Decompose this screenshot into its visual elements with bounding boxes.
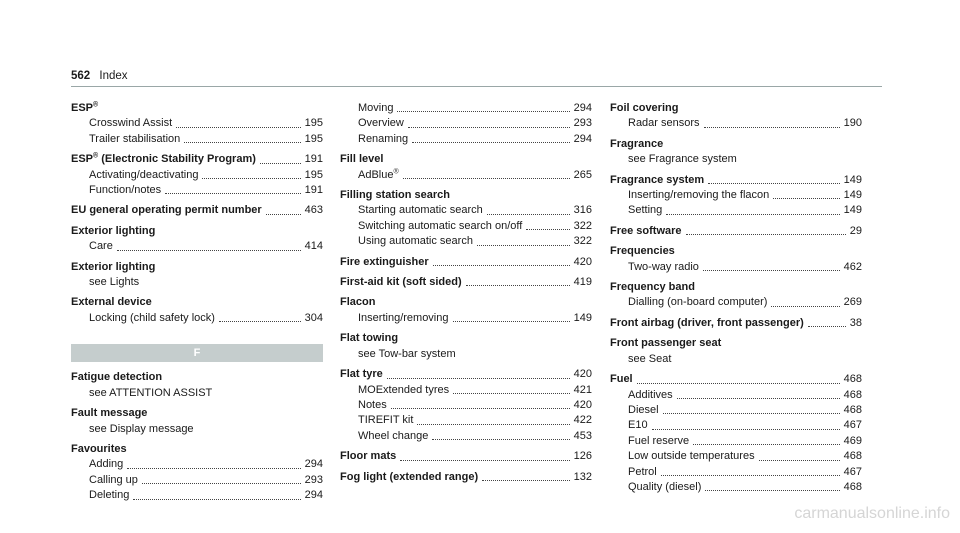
index-subentry bbox=[71, 275, 323, 290]
index-entry bbox=[71, 203, 323, 218]
entry-text bbox=[610, 316, 804, 331]
index-entry bbox=[71, 295, 323, 310]
entry-label: see ATTENTION ASSIST bbox=[89, 386, 213, 399]
page-reference: 462 bbox=[843, 260, 862, 273]
page-reference: 38 bbox=[849, 316, 862, 329]
entry-text bbox=[610, 352, 671, 367]
entry-label: Fill level bbox=[340, 153, 384, 166]
index-column-3 bbox=[610, 101, 862, 495]
entry-label: Radar sensors bbox=[628, 117, 700, 130]
entry-text bbox=[340, 331, 398, 346]
leader-dots bbox=[433, 255, 570, 266]
entry-text bbox=[610, 260, 699, 275]
entry-text bbox=[340, 295, 375, 310]
entry-label: Starting automatic search bbox=[358, 204, 483, 217]
entry-label: Wheel change bbox=[358, 429, 429, 442]
entry-text bbox=[71, 488, 129, 503]
page-reference: 420 bbox=[573, 255, 592, 268]
page-reference: 294 bbox=[573, 132, 592, 145]
entry-text bbox=[71, 457, 123, 472]
entry-text bbox=[71, 101, 98, 116]
entry-label: Care bbox=[89, 240, 113, 253]
entry-text bbox=[610, 280, 695, 295]
index-subentry bbox=[610, 465, 862, 480]
index-subentry bbox=[340, 203, 592, 218]
entry-text bbox=[610, 465, 657, 480]
entry-label: Flat tyre bbox=[340, 368, 383, 381]
registered-mark: ® bbox=[93, 152, 99, 160]
leader-dots bbox=[127, 457, 300, 468]
index-subentry bbox=[71, 116, 323, 131]
index-subentry bbox=[610, 260, 862, 275]
entry-label: Fog light (extended range) bbox=[340, 470, 479, 483]
index-entry bbox=[71, 442, 323, 457]
entry-label: see Tow-bar system bbox=[358, 347, 456, 360]
page-reference: 468 bbox=[843, 373, 862, 386]
entry-label: Free software bbox=[610, 224, 682, 237]
entry-text bbox=[71, 275, 139, 290]
entry-text bbox=[71, 116, 172, 131]
index-subentry bbox=[340, 398, 592, 413]
entry-label: Calling up bbox=[89, 473, 138, 486]
entry-text bbox=[71, 224, 155, 239]
entry-label: TIREFIT kit bbox=[358, 414, 414, 427]
entry-text bbox=[340, 449, 396, 464]
entry-text bbox=[340, 168, 399, 183]
entry-text bbox=[340, 311, 449, 326]
index-subentry bbox=[340, 132, 592, 147]
index-entry bbox=[610, 280, 862, 295]
leader-dots bbox=[677, 388, 840, 399]
leader-dots bbox=[666, 203, 839, 214]
entry-text bbox=[610, 101, 678, 116]
entry-label: MOExtended tyres bbox=[358, 383, 450, 396]
page-reference: 453 bbox=[573, 429, 592, 442]
page-reference: 195 bbox=[304, 168, 323, 181]
leader-dots bbox=[808, 316, 846, 327]
index-subentry bbox=[610, 295, 862, 310]
leader-dots bbox=[417, 413, 569, 424]
page-reference: 269 bbox=[843, 296, 862, 309]
entry-label: Renaming bbox=[358, 132, 409, 145]
index-column-1 bbox=[71, 101, 323, 504]
entry-text bbox=[71, 183, 161, 198]
entry-text bbox=[610, 418, 648, 433]
entry-text bbox=[340, 470, 478, 485]
leader-dots bbox=[453, 383, 570, 394]
entry-text bbox=[340, 219, 522, 234]
entry-text bbox=[71, 422, 194, 437]
leader-dots bbox=[759, 449, 840, 460]
page-reference: 469 bbox=[843, 434, 862, 447]
index-subentry bbox=[71, 239, 323, 254]
leader-dots bbox=[686, 224, 846, 235]
page-reference: 29 bbox=[849, 224, 862, 237]
leader-dots bbox=[663, 403, 840, 414]
leader-dots bbox=[771, 295, 839, 306]
entry-text bbox=[610, 480, 701, 495]
page-reference: 191 bbox=[304, 153, 323, 166]
entry-text bbox=[71, 473, 138, 488]
index-entry bbox=[340, 367, 592, 382]
entry-label: Inserting/removing bbox=[358, 311, 449, 324]
page-title: Index bbox=[99, 70, 128, 82]
page-reference: 463 bbox=[304, 204, 323, 217]
index-subentry bbox=[340, 168, 592, 183]
leader-dots bbox=[703, 260, 840, 271]
index-entry bbox=[610, 336, 862, 351]
entry-label: Locking (child safety lock) bbox=[89, 311, 215, 324]
index-entry bbox=[610, 372, 862, 387]
section-header: F bbox=[71, 344, 323, 362]
page-reference: 293 bbox=[573, 117, 592, 130]
index-subentry bbox=[340, 311, 592, 326]
page-reference: 195 bbox=[304, 117, 323, 130]
entry-label: ESP bbox=[71, 153, 94, 166]
index-entry bbox=[340, 255, 592, 270]
page-reference: 149 bbox=[843, 204, 862, 217]
entry-label: see Seat bbox=[628, 352, 672, 365]
entry-text bbox=[71, 370, 162, 385]
entry-label: Fatigue detection bbox=[71, 371, 163, 384]
index-column-2 bbox=[340, 101, 592, 485]
entry-text bbox=[340, 429, 428, 444]
entry-label: Fragrance system bbox=[610, 173, 705, 186]
entry-label: Setting bbox=[628, 204, 663, 217]
entry-label: Overview bbox=[358, 117, 404, 130]
entry-label: Fire extinguisher bbox=[340, 255, 429, 268]
entry-text bbox=[340, 413, 413, 428]
entry-text bbox=[610, 173, 704, 188]
registered-mark: ® bbox=[93, 101, 99, 109]
entry-label: see Display message bbox=[89, 422, 194, 435]
leader-dots bbox=[176, 116, 301, 127]
index-subentry bbox=[610, 418, 862, 433]
leader-dots bbox=[453, 311, 570, 322]
entry-text bbox=[610, 152, 737, 167]
entry-label: Moving bbox=[358, 102, 394, 114]
index-subentry bbox=[71, 473, 323, 488]
entry-text bbox=[610, 203, 662, 218]
leader-dots bbox=[637, 372, 840, 383]
entry-text bbox=[71, 260, 155, 275]
leader-dots bbox=[708, 173, 839, 184]
page-reference: 132 bbox=[573, 470, 592, 483]
entry-label: Front airbag (driver, front passenger) bbox=[610, 316, 804, 329]
leader-dots bbox=[391, 398, 570, 409]
index-entry bbox=[71, 224, 323, 239]
leader-dots bbox=[133, 488, 300, 499]
leader-dots bbox=[477, 234, 570, 245]
entry-text bbox=[71, 239, 113, 254]
index-subentry bbox=[340, 347, 592, 362]
entry-text bbox=[610, 388, 673, 403]
page-reference: 468 bbox=[843, 450, 862, 463]
leader-dots bbox=[487, 203, 570, 214]
index-subentry bbox=[71, 488, 323, 503]
page-reference: 195 bbox=[304, 132, 323, 145]
index-subentry bbox=[71, 311, 323, 326]
index-subentry bbox=[340, 429, 592, 444]
entry-label: Fuel bbox=[610, 373, 633, 386]
entry-label: EU general operating permit number bbox=[71, 204, 262, 217]
page-reference: 468 bbox=[843, 403, 862, 416]
entry-text bbox=[340, 255, 429, 270]
index-subentry bbox=[610, 388, 862, 403]
entry-text bbox=[340, 116, 404, 131]
entry-text bbox=[71, 132, 180, 147]
page-reference: 468 bbox=[843, 480, 862, 493]
entry-text bbox=[71, 311, 215, 326]
entry-label: Fragrance bbox=[610, 137, 664, 150]
index-subentry bbox=[610, 449, 862, 464]
entry-label: Filling station search bbox=[340, 189, 451, 202]
entry-label: Frequency band bbox=[610, 281, 695, 294]
entry-text bbox=[610, 244, 675, 259]
index-subentry bbox=[340, 413, 592, 428]
index-entry bbox=[71, 152, 323, 167]
entry-text bbox=[610, 224, 682, 239]
leader-dots bbox=[482, 470, 570, 481]
page-reference: 149 bbox=[573, 311, 592, 324]
index-subentry bbox=[610, 403, 862, 418]
page-reference: 294 bbox=[304, 489, 323, 502]
leader-dots bbox=[526, 219, 569, 230]
entry-label: Flacon bbox=[340, 296, 376, 309]
watermark-logo: carmanualsonline.info bbox=[794, 505, 950, 522]
leader-dots bbox=[387, 367, 570, 378]
index-entry bbox=[340, 275, 592, 290]
page-reference: 468 bbox=[843, 388, 862, 401]
page-reference: 265 bbox=[573, 168, 592, 181]
entry-label-suffix: (Electronic Stability Program) bbox=[98, 153, 256, 166]
index-entry bbox=[71, 406, 323, 421]
page-reference: 467 bbox=[843, 419, 862, 432]
index-entry bbox=[340, 152, 592, 167]
entry-text bbox=[71, 295, 152, 310]
entry-label: ESP bbox=[71, 102, 94, 114]
entry-label: Adding bbox=[89, 458, 124, 471]
entry-label: Trailer stabilisation bbox=[89, 132, 181, 145]
leader-dots bbox=[202, 168, 300, 179]
page-reference: 149 bbox=[843, 173, 862, 186]
entry-text bbox=[71, 442, 127, 457]
index-subentry bbox=[610, 434, 862, 449]
page-reference: 322 bbox=[573, 219, 592, 232]
page-reference: 316 bbox=[573, 204, 592, 217]
entry-label: Using automatic search bbox=[358, 235, 473, 248]
entry-label: Activating/deactivating bbox=[89, 168, 199, 181]
entry-text bbox=[340, 234, 473, 249]
page-reference: 419 bbox=[573, 276, 592, 289]
page-reference: 421 bbox=[573, 383, 592, 396]
entry-label: Exterior lighting bbox=[71, 260, 156, 273]
entry-label: Crosswind Assist bbox=[89, 117, 173, 130]
index-entry bbox=[610, 224, 862, 239]
page-reference: 322 bbox=[573, 235, 592, 248]
entry-label: Function/notes bbox=[89, 184, 162, 197]
page-reference: 191 bbox=[304, 184, 323, 197]
entry-text bbox=[71, 152, 256, 167]
index-entry bbox=[340, 188, 592, 203]
entry-text bbox=[71, 386, 212, 401]
index-subentry bbox=[610, 188, 862, 203]
index-entry bbox=[340, 449, 592, 464]
entry-label: Dialling (on-board computer) bbox=[628, 296, 768, 309]
leader-dots bbox=[661, 465, 840, 476]
entry-label: see Fragrance system bbox=[628, 153, 737, 166]
entry-label: see Lights bbox=[89, 276, 140, 289]
page-reference: 467 bbox=[843, 465, 862, 478]
page-reference: 190 bbox=[843, 117, 862, 130]
index-entry bbox=[610, 316, 862, 331]
index-entry bbox=[340, 295, 592, 310]
index-subentry bbox=[71, 386, 323, 401]
leader-dots bbox=[403, 168, 570, 179]
entry-label: Inserting/removing the flacon bbox=[628, 189, 770, 202]
leader-dots bbox=[219, 311, 301, 322]
entry-text bbox=[340, 383, 449, 398]
index-entry bbox=[610, 173, 862, 188]
index-entry bbox=[71, 101, 323, 116]
entry-label: Front passenger seat bbox=[610, 337, 722, 350]
index-subentry bbox=[71, 183, 323, 198]
index-subentry bbox=[340, 234, 592, 249]
entry-text bbox=[71, 203, 262, 218]
entry-label: Flat towing bbox=[340, 332, 399, 345]
index-subentry bbox=[610, 352, 862, 367]
entry-text bbox=[610, 336, 721, 351]
page-reference: 414 bbox=[304, 240, 323, 253]
entry-label: Favourites bbox=[71, 442, 127, 455]
page-reference: 293 bbox=[304, 473, 323, 486]
entry-label: Fault message bbox=[71, 407, 148, 420]
entry-label: Notes bbox=[358, 398, 387, 411]
entry-label: Frequencies bbox=[610, 245, 675, 258]
leader-dots bbox=[704, 116, 840, 127]
index-subentry bbox=[340, 116, 592, 131]
index-subentry bbox=[610, 480, 862, 495]
entry-label: Additives bbox=[628, 388, 673, 401]
entry-label: Two-way radio bbox=[628, 260, 699, 273]
index-entry bbox=[610, 101, 862, 116]
leader-dots bbox=[184, 132, 300, 143]
leader-dots bbox=[266, 203, 301, 214]
entry-text bbox=[340, 101, 393, 116]
page-reference: 149 bbox=[843, 189, 862, 202]
index-subentry bbox=[71, 132, 323, 147]
leader-dots bbox=[652, 418, 840, 429]
index-subentry bbox=[610, 152, 862, 167]
leader-dots bbox=[400, 449, 569, 460]
page-reference: 420 bbox=[573, 398, 592, 411]
leader-dots bbox=[466, 275, 570, 286]
index-entry bbox=[71, 370, 323, 385]
index-subentry bbox=[340, 219, 592, 234]
entry-text bbox=[340, 347, 456, 362]
index-subentry bbox=[610, 116, 862, 131]
entry-label: Petrol bbox=[628, 465, 657, 478]
entry-text bbox=[340, 398, 387, 413]
leader-dots bbox=[432, 429, 569, 440]
leader-dots bbox=[142, 473, 301, 484]
page-header bbox=[71, 70, 128, 82]
entry-text bbox=[340, 188, 450, 203]
entry-label: First-aid kit (soft sided) bbox=[340, 276, 462, 289]
entry-text bbox=[610, 116, 700, 131]
index-subentry bbox=[340, 383, 592, 398]
entry-text bbox=[340, 203, 483, 218]
entry-label: Fuel reserve bbox=[628, 434, 690, 447]
entry-label: Switching automatic search on/off bbox=[358, 219, 523, 232]
entry-text bbox=[610, 372, 633, 387]
leader-dots bbox=[693, 434, 840, 445]
leader-dots bbox=[408, 116, 570, 127]
leader-dots bbox=[165, 183, 300, 194]
entry-text bbox=[610, 449, 755, 464]
entry-label: Diesel bbox=[628, 403, 659, 416]
entry-label: Quality (diesel) bbox=[628, 480, 702, 493]
entry-label: Exterior lighting bbox=[71, 224, 156, 237]
index-subentry bbox=[610, 203, 862, 218]
leader-dots bbox=[260, 152, 301, 163]
entry-text bbox=[71, 406, 147, 421]
page-reference: 420 bbox=[573, 368, 592, 381]
entry-label: Floor mats bbox=[340, 450, 397, 463]
entry-label: Foil covering bbox=[610, 102, 679, 114]
header-rule bbox=[71, 86, 882, 87]
leader-dots bbox=[773, 188, 839, 199]
page-reference: 294 bbox=[573, 102, 592, 114]
index-entry bbox=[71, 260, 323, 275]
index-subentry bbox=[340, 101, 592, 116]
entry-text bbox=[340, 152, 383, 167]
entry-text bbox=[610, 295, 767, 310]
index-entry bbox=[610, 244, 862, 259]
entry-text bbox=[340, 132, 408, 147]
index-entry bbox=[340, 470, 592, 485]
entry-text bbox=[340, 367, 383, 382]
leader-dots bbox=[117, 239, 301, 250]
index-subentry bbox=[71, 168, 323, 183]
index-subentry bbox=[71, 422, 323, 437]
entry-label: Low outside temperatures bbox=[628, 450, 755, 463]
index-subentry bbox=[71, 457, 323, 472]
entry-text bbox=[610, 403, 659, 418]
entry-label: AdBlue bbox=[358, 168, 394, 181]
page-reference: 304 bbox=[304, 311, 323, 324]
leader-dots bbox=[397, 101, 569, 112]
page-number: 562 bbox=[71, 70, 91, 82]
entry-text bbox=[610, 137, 663, 152]
entry-label: External device bbox=[71, 296, 152, 309]
entry-label: E10 bbox=[628, 419, 648, 432]
leader-dots bbox=[412, 132, 570, 143]
entry-text bbox=[610, 434, 689, 449]
entry-text bbox=[340, 275, 462, 290]
entry-label: Deleting bbox=[89, 489, 130, 502]
leader-dots bbox=[705, 480, 839, 491]
registered-mark: ® bbox=[393, 167, 399, 175]
page-reference: 422 bbox=[573, 414, 592, 427]
entry-text bbox=[610, 188, 769, 203]
page-reference: 126 bbox=[573, 450, 592, 463]
index-entry bbox=[610, 137, 862, 152]
index-entry bbox=[340, 331, 592, 346]
page-reference: 294 bbox=[304, 458, 323, 471]
entry-text bbox=[71, 168, 198, 183]
